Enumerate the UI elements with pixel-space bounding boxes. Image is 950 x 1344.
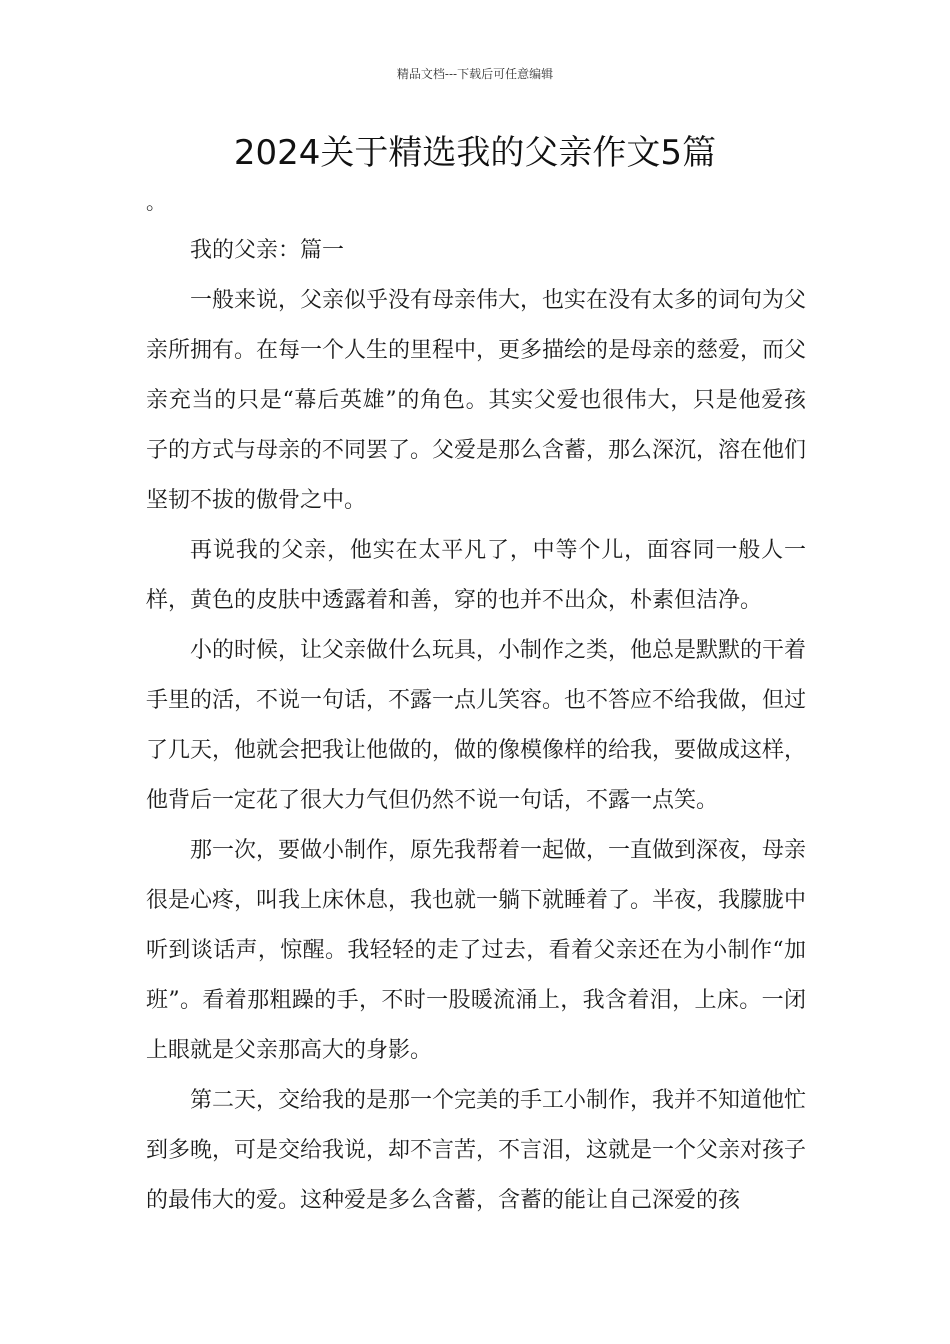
document-title: 2024关于精选我的父亲作文5篇 xyxy=(233,133,717,173)
paragraph: 再说我的父亲，他实在太平凡了，中等个儿，面容同一般人一样，黄色的皮肤中透露着和善，穿的也并不出众，朴素但洁净。 xyxy=(146,538,806,613)
paragraph: 第二天，交给我的是那一个完美的手工小制作，我并不知道他忙到多晚，可是交给我说，却不言苦，不言泪，这就是一个父亲对孩子的最伟大的爱。这种爱是多么含蓄，含蓄的能让自己深爱的孩 xyxy=(146,1088,807,1213)
paragraph: 那一次，要做小制作，原先我帮着一起做，一直做到深夜，母亲很是心疼，叫我上床休息，我也就一躺下就睡着了。半夜，我朦胧中听到谈话声，惊醒。我轻轻的走了过去，看着父亲还在为小制作“加班”。看着那粗躁的手，不时一股暖流涌上，我含着泪，上床。一闭上眼就是父亲那高大的身影。 xyxy=(146,838,807,1063)
document-body xyxy=(146,226,806,1226)
paragraph: 一般来说，父亲似乎没有母亲伟大，也实在没有太多的词句为父亲所拥有。在每一个人生的里程中，更多描绘的是母亲的慈爱，而父亲充当的只是“幕后英雄”的角色。其实父爱也很伟大，只是他爱孩子的方式与母亲的不同罢了。父爱是那么含蓄，那么深沉，溶在他们坚韧不拔的傲骨之中。 xyxy=(146,288,807,513)
stray-punctuation: 。 xyxy=(146,190,166,214)
paragraph: 小的时候，让父亲做什么玩具，小制作之类，他总是默默的干着手里的活，不说一句话，不露一点儿笑容。也不答应不给我做，但过了几天，他就会把我让他做的，做的像模像样的给我，要做成这样，他背后一定花了很大力气但仍然不说一句话，不露一点笑。 xyxy=(146,638,807,813)
page-header: 精品文档---下载后可任意编辑 xyxy=(396,67,554,81)
section-heading: 我的父亲：篇一 xyxy=(190,238,345,263)
